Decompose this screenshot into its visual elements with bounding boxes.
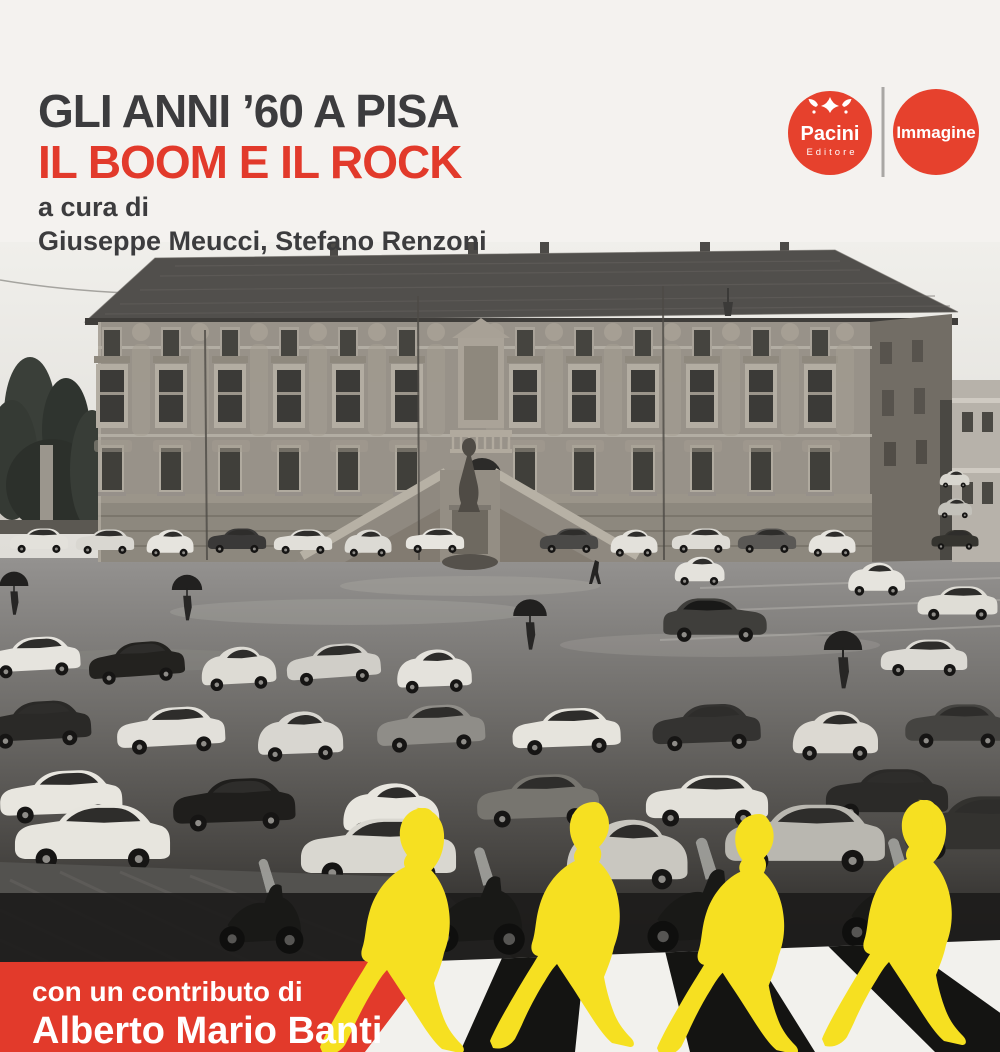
photo-piazza-scene: [0, 228, 1000, 965]
publisher-logos: [770, 73, 982, 193]
edited-by-label: a cura di: [38, 192, 150, 222]
cover-title-line2: IL BOOM E IL ROCK: [38, 136, 462, 188]
editors-block: [38, 190, 487, 258]
title-block: [38, 86, 461, 188]
pacini-editore-logo: [788, 91, 872, 175]
buildings-right: [932, 380, 1000, 562]
editors-names: Giuseppe Meucci, Stefano Renzoni: [38, 226, 487, 256]
contributor-name: Alberto Mario Banti: [32, 1010, 383, 1052]
immagine-series-logo: [893, 89, 979, 175]
publisher-name: Pacini: [800, 123, 860, 145]
series-badge-label: Immagine: [896, 123, 976, 142]
contribution-label: con un contributo di: [32, 976, 303, 1007]
publisher-subtitle: Editore: [806, 147, 858, 158]
cover-title-line1: GLI ANNI ’60 A PISA: [38, 85, 459, 137]
contributor-text: [32, 974, 382, 1052]
